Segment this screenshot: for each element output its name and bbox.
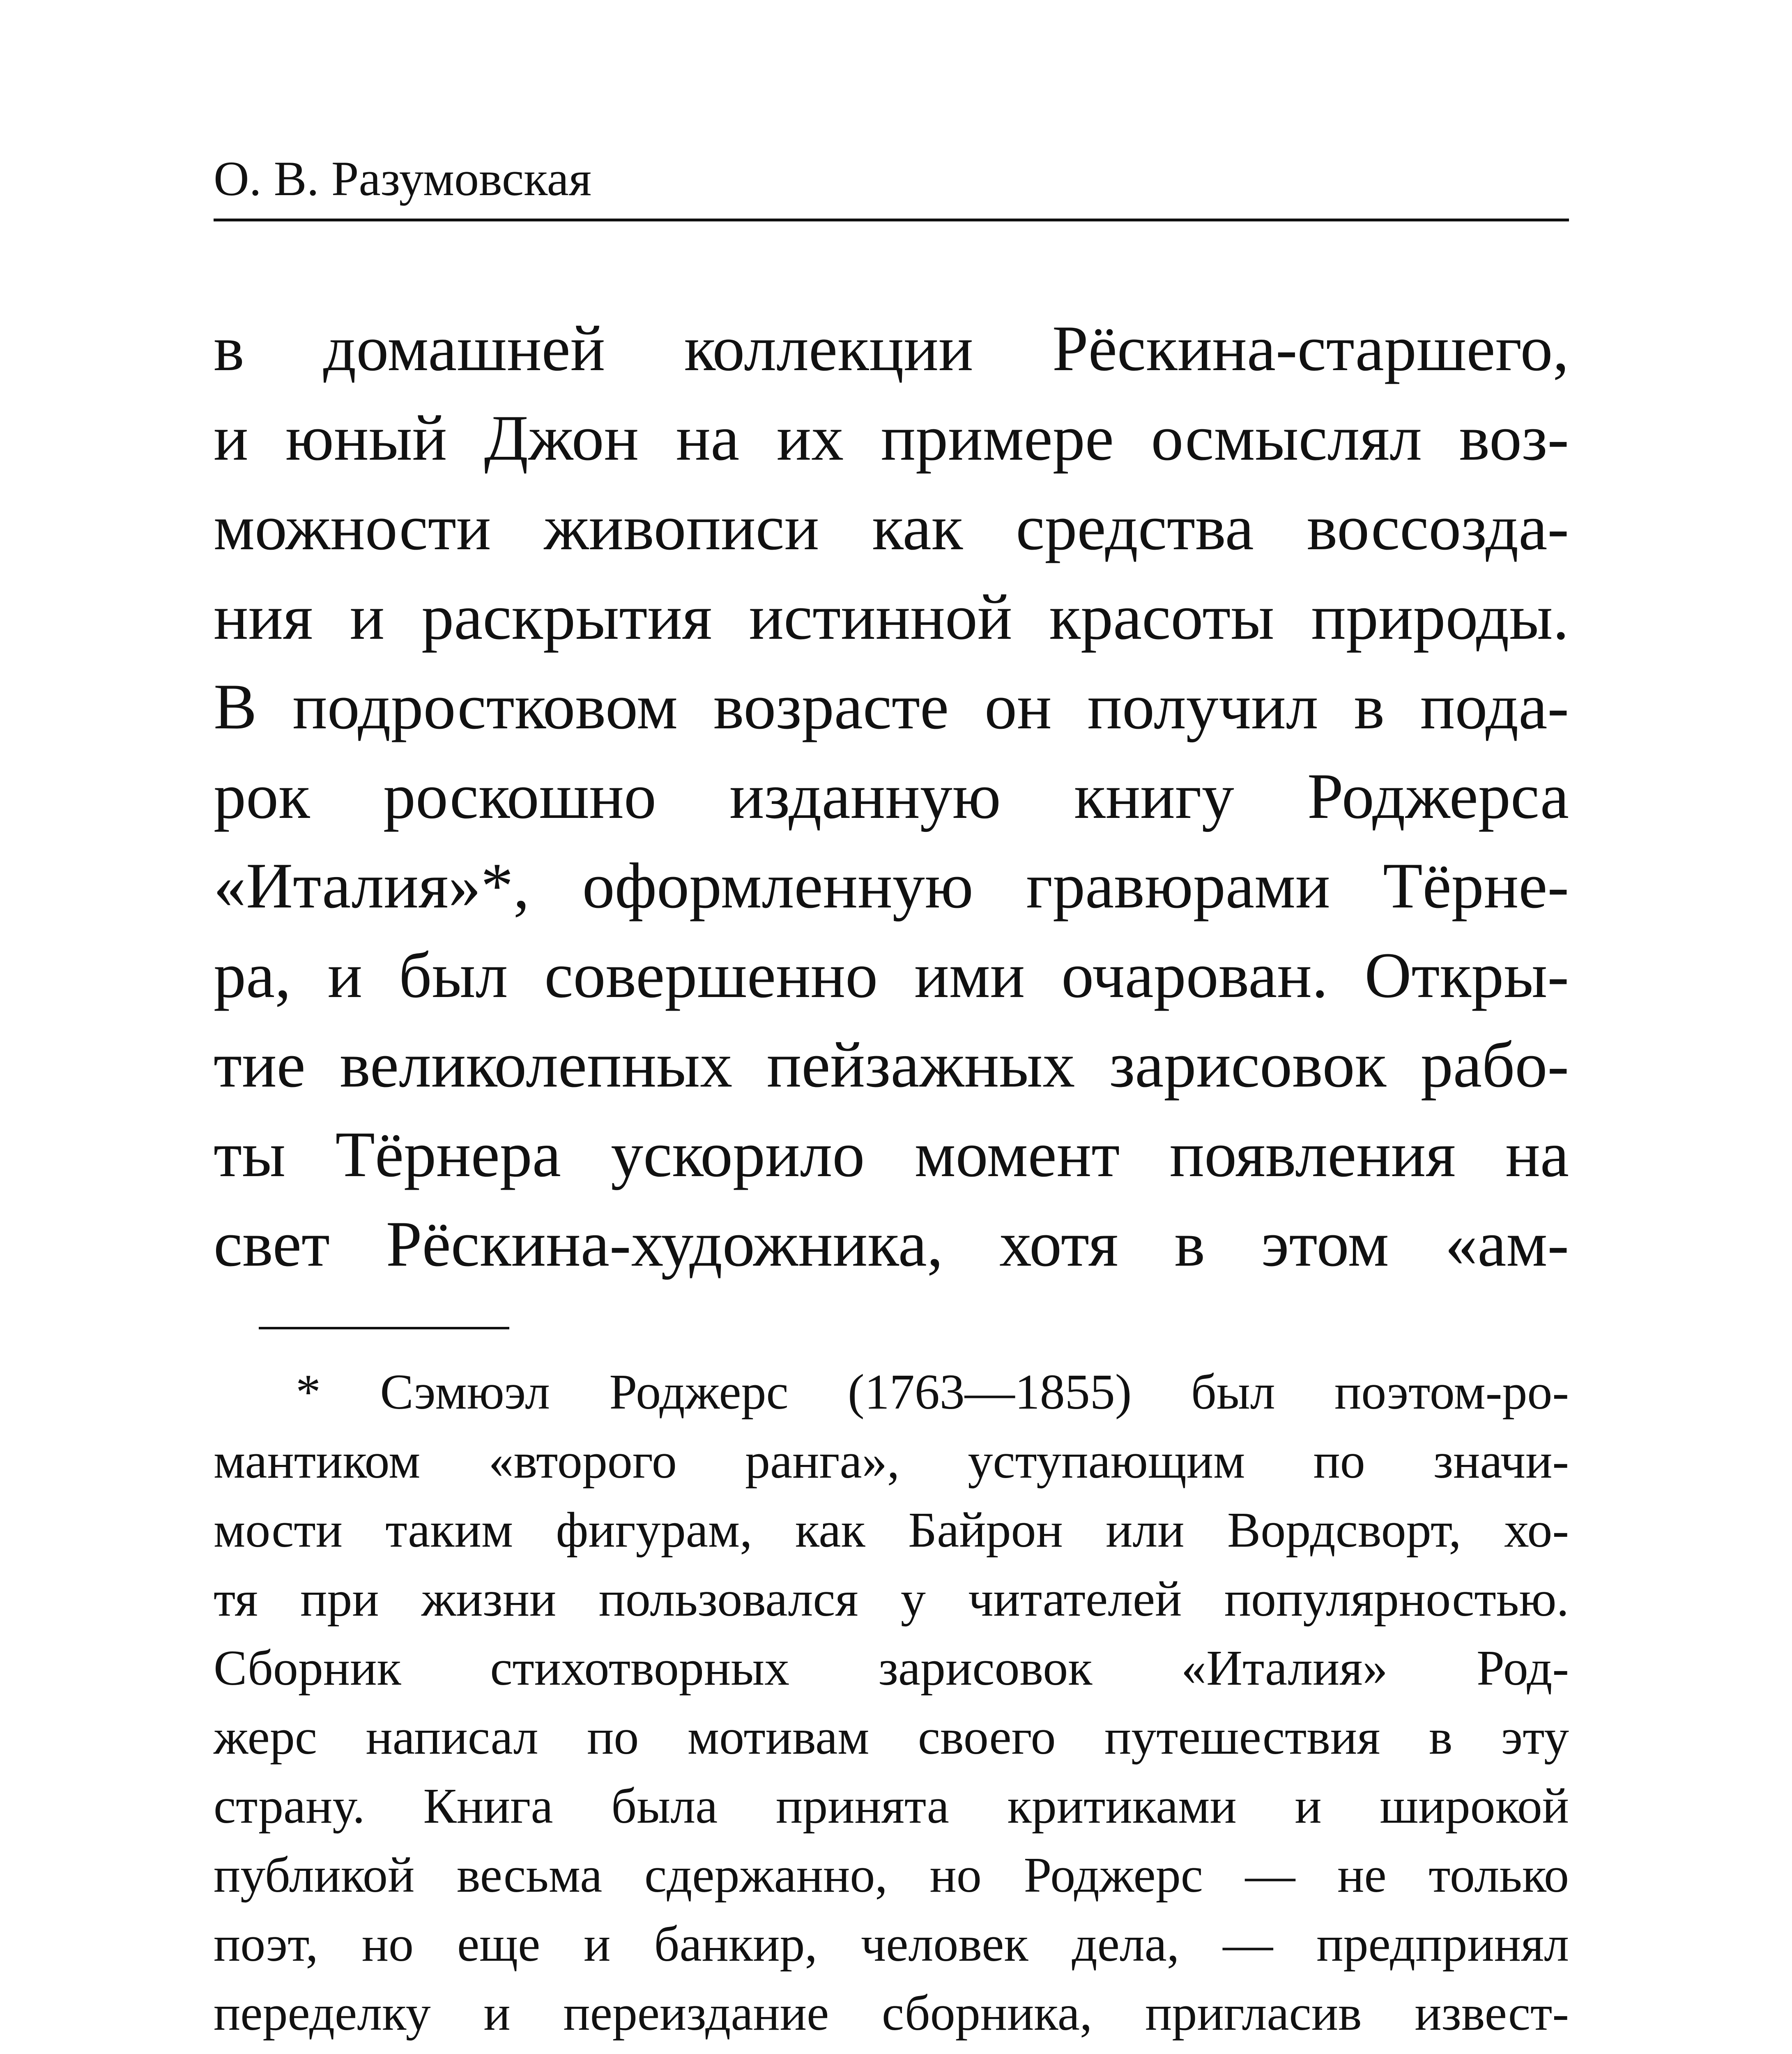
footnote-line bbox=[214, 2048, 1569, 2054]
main-text-line: тие великолепных пейзажных зарисовок рабо- bbox=[214, 1029, 1569, 1101]
footnote-line: публикой весьма сдержанно, но Роджерс — не только bbox=[214, 1847, 1569, 1903]
main-text bbox=[214, 304, 1569, 1289]
main-text-line: «Италия»*, оформленную гравюрами Тёрне- bbox=[214, 850, 1569, 922]
footnote-line: мости таким фигурам, как Байрон или Вордсворт, хо- bbox=[214, 1502, 1569, 1558]
footnote-line: тя при жизни пользовался у читателей популярностью. bbox=[214, 1571, 1569, 1627]
running-head: О. В. Разумовская bbox=[214, 151, 592, 206]
main-text-line: ния и раскрытия истинной красоты природы. bbox=[214, 581, 1569, 653]
main-text-line: рок роскошно изданную книгу Роджерса bbox=[214, 760, 1569, 832]
footnote-line: жерс написал по мотивам своего путешествия в эту bbox=[214, 1709, 1569, 1765]
main-text-line: ра, и был совершенно ими очарован. Откры- bbox=[214, 939, 1569, 1011]
main-text-line: и юный Джон на их примере осмыслял воз- bbox=[214, 402, 1569, 474]
footnote-line: переделку и переиздание сборника, пригласив извест- bbox=[214, 1985, 1569, 2041]
page-header bbox=[214, 148, 1569, 221]
footnote-line: мантиком «второго ранга», уступающим по значи- bbox=[214, 1433, 1569, 1489]
main-text-line: ты Тёрнера ускорило момент появления на bbox=[214, 1119, 1569, 1190]
main-text-line: В подростковом возрасте он получил в пода- bbox=[214, 671, 1569, 743]
footnote-rule bbox=[259, 1327, 509, 1329]
header-rule bbox=[214, 219, 1569, 221]
footnote bbox=[214, 1358, 1569, 2054]
footnote-line: страну. Книга была принята критиками и широкой bbox=[214, 1778, 1569, 1834]
main-text-line: в домашней коллекции Рёскина-старшего, bbox=[214, 313, 1569, 385]
main-text-line: свет Рёскина-художника, хотя в этом «ам- bbox=[214, 1208, 1569, 1280]
main-text-line: можности живописи как средства воссозда- bbox=[214, 492, 1569, 564]
footnote-line: поэт, но еще и банкир, человек дела, — предпринял bbox=[214, 1916, 1569, 1972]
footnote-line: * Сэмюэл Роджерс (1763—1855) был поэтом-ро- bbox=[296, 1364, 1569, 1420]
footnote-line: Сборник стихотворных зарисовок «Италия» Род- bbox=[214, 1640, 1569, 1696]
